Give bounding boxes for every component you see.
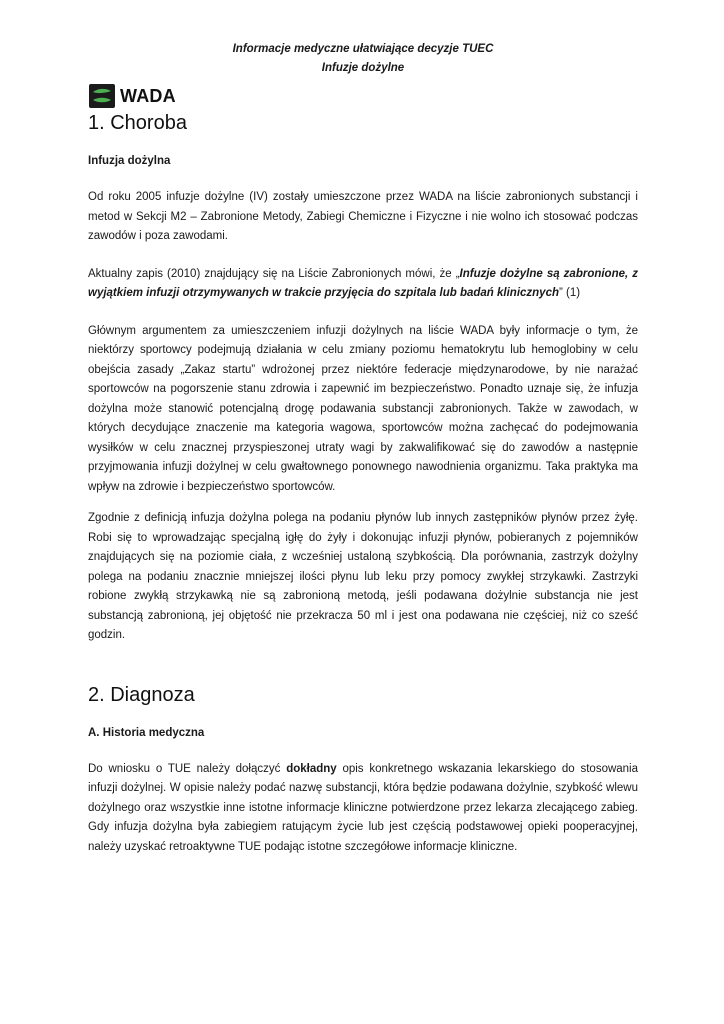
section-1-title: 1. Choroba	[88, 112, 187, 134]
header-line-2: Infuzje dożylne	[321, 62, 405, 74]
header-line-1: Informacje medyczne ułatwiające decyzje TUEC	[232, 43, 494, 55]
paragraph-3: Głównym argumentem za umieszczeniem infuzji dożylnych na liście WADA były informacje o tym, że niektórzy sportowcy podejmują działania w celu zmiany poziomu hematokrytu lub hemoglobiny w celu obejścia zasady „Zakaz startu” wdrożonej przez niektóre federacje międzynarodowe, by nie narażać sportowców na pogorszenie stanu zdrowia i zapewnić im bezpieczeństwo. Ponadto uznaje się, że infuzja dożylna może stanowić potencjalną drogę podawania substancji zabronionych. Także w zawodach, w których decydujące znaczenie ma kategoria wagowa, sportowców można zachęcać do podejmowania wysiłków w celu znacznej przyspieszonej utraty wagi by zakwalifikować się do zawodów a następnie przyjmowania infuzji dożylnej w celu gwałtownego ponownego nawodnienia organizmu. Taka praktyka ma wpływ na zdrowie i bezpieczeństwo sportowców.	[88, 324, 638, 493]
section-2-title: 2. Diagnoza	[88, 683, 195, 706]
paragraph-5-post: opis konkretnego wskazania lekarskiego do stosowania infuzji dożylnej. W opisie należy podać nazwę substancji, która będzie podawana dożylnie, szybkość wlewu dożylnego oraz wszystkie inne istotne informacje kliniczne potwierdzone przez lekarza zlecającego zabieg. Gdy infuzja dożylna była zabiegiem ratującym życie lub jest częścią podstawowej opieki pooperacyjnej, należy uzyskać retroaktywne TUE podając istotne szczegółowe informacje kliniczne.	[88, 762, 639, 853]
paragraph-2-quote: Infuzje dożylne są zabronione, z wyjątkiem infuzji otrzymywanych w trakcie przyjęcia do szpitala lub badań klinicznych	[88, 267, 638, 299]
wada-logo-icon	[89, 84, 115, 108]
paragraph-5	[88, 760, 638, 858]
section-2-subtitle: A. Historia medyczna	[88, 726, 205, 739]
paragraph-2	[88, 265, 638, 304]
paragraph-1: Od roku 2005 infuzje dożylne (IV) zostały umieszczone przez WADA na liście zabronionych substancji i metod w Sekcji M2 – Zabronione Metody, Zabiegi Chemiczne i Fizyczne i nie wolno ich stosować podczas zawodów i poza zawodami.	[88, 191, 638, 242]
paragraph-2-pre: Aktualny zapis (2010) znajdujący się na Liście Zabronionych mówi, że „	[88, 267, 460, 280]
document-header	[88, 40, 638, 78]
section-1-subtitle: Infuzja dożylna	[88, 155, 171, 167]
wada-logo-text: WADA	[120, 85, 176, 106]
paragraph-5-bold: dokładny	[286, 762, 337, 775]
paragraph-4: Zgodnie z definicją infuzja dożylna polega na podaniu płynów lub innych zastępników płynów przez żyłę. Robi się to wprowadzając specjalną igłę do żyły i dokonując infuzji płynów, pobieranych z pojemników znajdujących się na poziomie ciała, z wcześniej ustaloną szybkością. Dla porównania, zastrzyk dożylny polega na podaniu znacznie mniejszej ilości płynu lub leku przy pomocy zwykłej strzykawki. Zastrzyki robione zwykłą strzykawką nie są zabronioną metodą, jeśli podawana dożylnie substancja nie jest substancją zabronioną, jej objętość nie przekracza 50 ml i jest ona podawana nie częściej, niż co sześć godzin.	[88, 512, 638, 641]
wada-logo	[89, 84, 638, 108]
paragraph-5-pre: Do wniosku o TUE należy dołączyć	[88, 762, 287, 775]
document-page	[88, 40, 638, 857]
paragraph-2-post: ” (1)	[559, 287, 581, 299]
